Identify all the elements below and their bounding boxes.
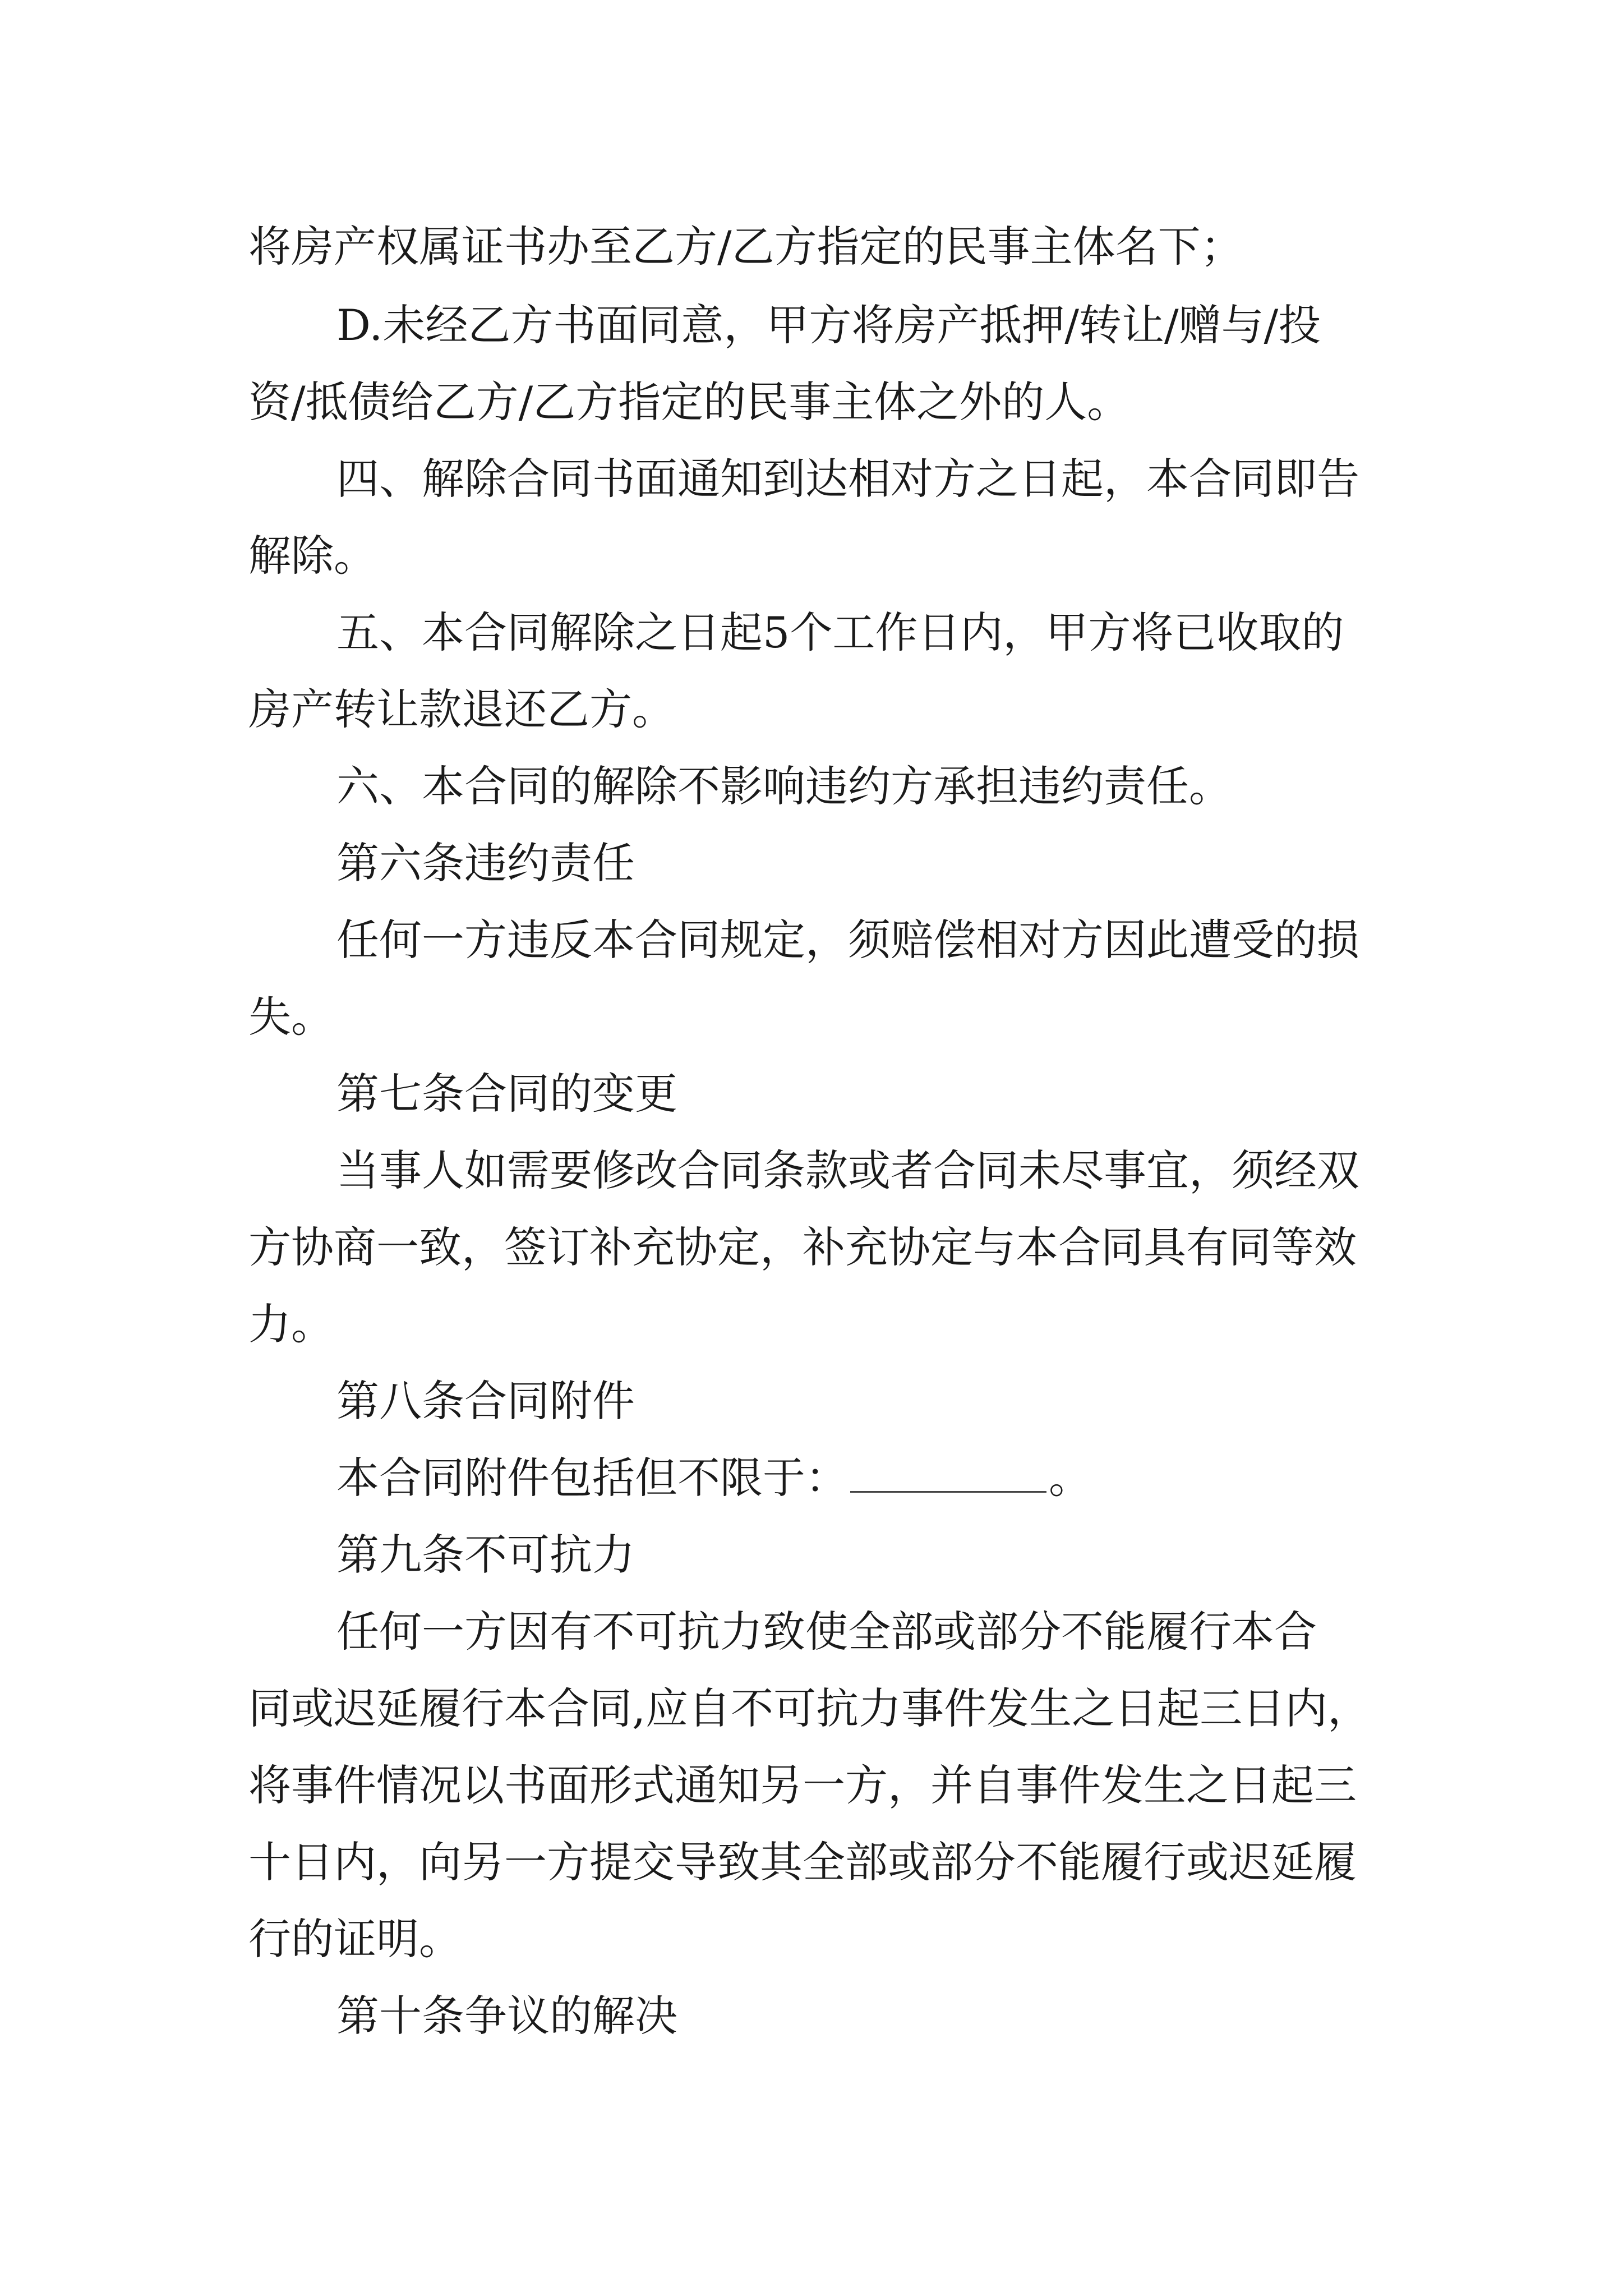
text-line: 失。	[248, 992, 334, 1042]
text-line: D.未经乙方书面同意，甲方将房产抵押/转让/赠与/投	[336, 300, 1321, 350]
text-line: 四、解除合同书面通知到达相对方之日起，本合同即告	[336, 454, 1359, 504]
section-heading: 第九条不可抗力	[336, 1530, 635, 1580]
section-heading: 第十条争议的解决	[336, 1991, 677, 2041]
attachment-prefix: 本合同附件包括但不限于：	[336, 1453, 848, 1503]
fill-in-blank	[850, 1457, 1046, 1493]
text-line: 任何一方违反本合同规定，须赔偿相对方因此遭受的损	[336, 915, 1359, 965]
section-heading: 第七条合同的变更	[336, 1069, 677, 1119]
text-line: 同或迟延履行本合同,应自不可抗力事件发生之日起三日内，	[248, 1683, 1371, 1733]
text-line: 资/抵债给乙方/乙方指定的民事主体之外的人。	[248, 377, 1130, 427]
text-line: 十日内，向另一方提交导致其全部或部分不能履行或迟延履	[248, 1837, 1357, 1887]
text-line: 解除。	[248, 531, 376, 581]
text-line: 将事件情况以书面形式通知另一方，并自事件发生之日起三	[248, 1760, 1357, 1810]
attachment-suffix: 。	[1049, 1453, 1091, 1503]
text-line: 任何一方因有不可抗力致使全部或部分不能履行本合	[336, 1607, 1317, 1657]
text-line: 将房产权属证书办至乙方/乙方指定的民事主体名下；	[248, 222, 1243, 272]
text-line: 房产转让款退还乙方。	[248, 684, 675, 734]
section-heading: 第六条违约责任	[336, 838, 635, 888]
text-line: 当事人如需要修改合同条款或者合同未尽事宜，须经双	[336, 1145, 1359, 1195]
text-line: 行的证明。	[248, 1914, 462, 1964]
text-line: 方协商一致，签订补充协定，补充协定与本合同具有同等效	[248, 1222, 1357, 1272]
text-line: 五、本合同解除之日起5个工作日内，甲方将已收取的	[336, 608, 1344, 657]
text-line: 六、本合同的解除不影响违约方承担违约责任。	[336, 761, 1232, 811]
section-heading: 第八条合同附件	[336, 1376, 635, 1426]
text-line-with-blank	[336, 1444, 1091, 1512]
text-line: 力。	[248, 1299, 334, 1349]
